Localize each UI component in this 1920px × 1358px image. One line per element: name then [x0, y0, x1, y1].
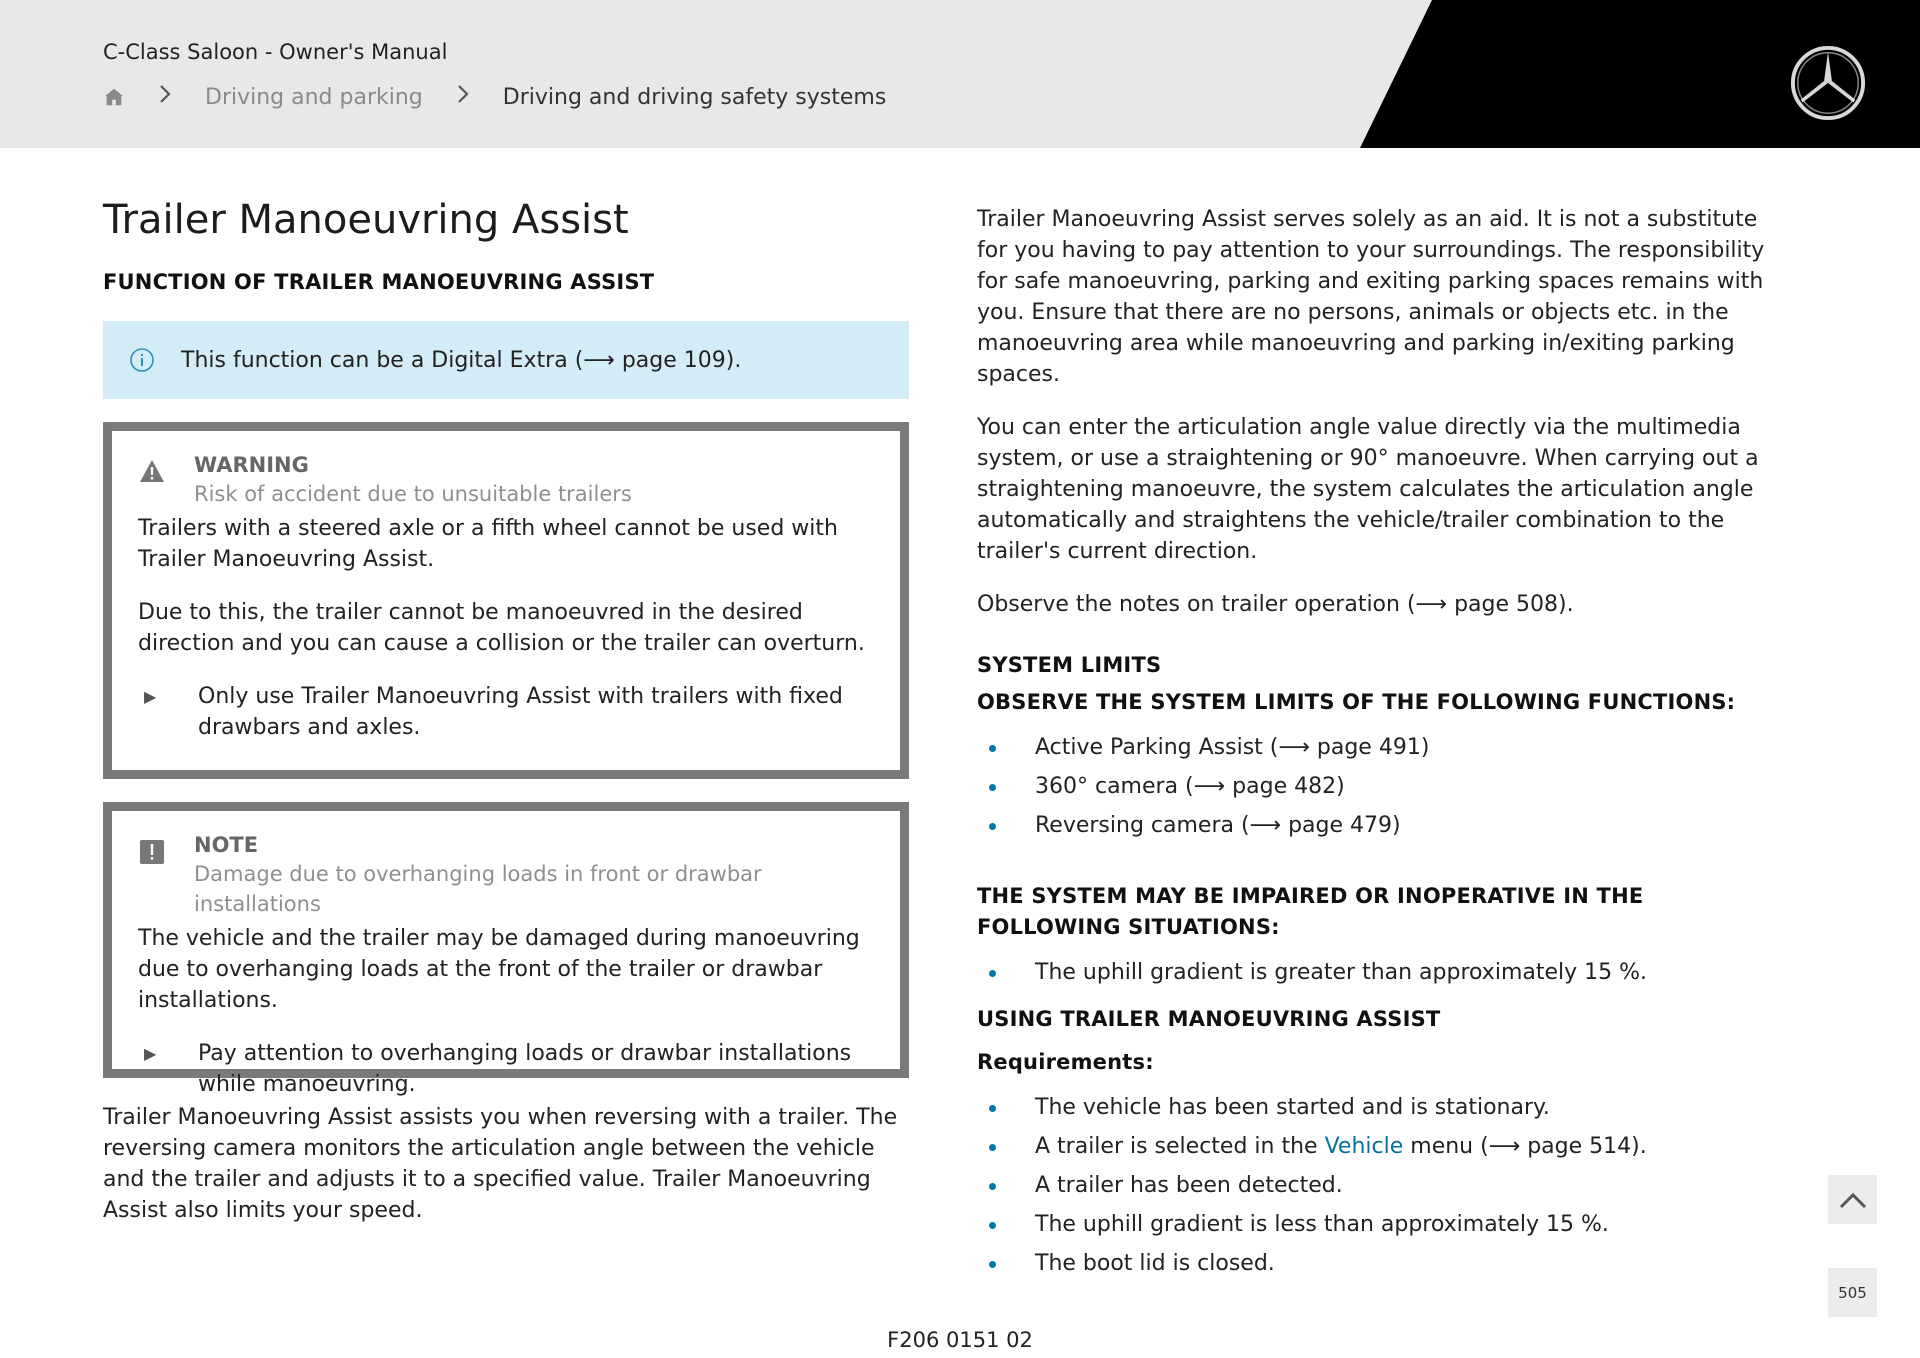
breadcrumb-driving-and-parking[interactable]: Driving and parking	[205, 84, 423, 110]
list-item: The uphill gradient is greater than approximately 15 %.	[977, 953, 1787, 992]
home-icon[interactable]	[103, 86, 125, 108]
impaired-list	[977, 953, 1787, 992]
list-item: The uphill gradient is less than approximately 15 %.	[977, 1205, 1787, 1244]
manual-title: C-Class Saloon - Owner's Manual	[103, 40, 448, 64]
body-paragraph: Trailer Manoeuvring Assist serves solely as an aid. It is not a substitute for you having to pay attention to your surroundings. The responsibility for safe manoeuvring, parking and exiting parking spaces remains with you. Ensure that there are no persons, animals or objects etc. in the manoeuvring area while manoeuvring and parking in/exiting parking spaces.	[977, 207, 1765, 387]
list-item[interactable]: 360° camera (⟶ page 482)	[977, 767, 1787, 806]
note-title: NOTE	[194, 833, 259, 857]
breadcrumb	[103, 82, 886, 112]
chevron-right-icon	[147, 84, 183, 110]
note-box	[103, 802, 909, 1097]
observe-heading: OBSERVE THE SYSTEM LIMITS OF THE FOLLOWING FUNCTIONS:	[977, 690, 1736, 714]
note-step-text: Pay attention to overhanging loads or drawbar installations while manoeuvring.	[198, 1041, 852, 1097]
document-code: F206 0151 02	[887, 1328, 1033, 1352]
note-header	[138, 831, 876, 919]
list-item	[977, 1127, 1787, 1166]
note-paragraph: The vehicle and the trailer may be damaged during manoeuvring due to overhanging loads at the front of the trailer or drawbar installations.	[138, 926, 860, 1013]
list-item[interactable]: Reversing camera (⟶ page 479)	[977, 806, 1787, 845]
left-column	[103, 196, 909, 1226]
page-title: Trailer Manoeuvring Assist	[103, 197, 629, 243]
body-paragraph: You can enter the articulation angle value directly via the multimedia system, or use a straightening or 90° manoeuvre. When carrying out a straightening manoeuvre, the system calculates the articulation angle automatically and straightens the vehicle/trailer combination to the trailer's current direction.	[977, 415, 1759, 564]
vehicle-menu-link[interactable]: Vehicle	[1324, 1134, 1404, 1159]
list-item-text[interactable]: menu (⟶ page 514).	[1403, 1134, 1647, 1159]
section-heading-function: FUNCTION OF TRAILER MANOEUVRING ASSIST	[103, 270, 655, 294]
chevron-up-icon	[1838, 1190, 1868, 1210]
warning-step	[138, 681, 876, 743]
list-item: The boot lid is closed.	[977, 1244, 1787, 1283]
list-item: The vehicle has been started and is stationary.	[977, 1088, 1787, 1127]
brand-star-logo-icon	[1789, 44, 1867, 122]
scroll-to-top-button[interactable]	[1828, 1175, 1877, 1224]
exclamation-square-icon	[138, 837, 166, 865]
warning-title: WARNING	[194, 453, 309, 477]
list-item-text: A trailer is selected in the	[1035, 1134, 1325, 1159]
impaired-heading: THE SYSTEM MAY BE IMPAIRED OR INOPERATIVE IN THE FOLLOWING SITUATIONS:	[977, 884, 1644, 939]
right-column	[977, 204, 1787, 1283]
note-subtitle: Damage due to overhanging loads in front or drawbar installations	[194, 862, 762, 916]
requirements-heading: Requirements:	[977, 1050, 1154, 1074]
body-paragraph: Trailer Manoeuvring Assist assists you when reversing with a trailer. The reversing camera monitors the articulation angle between the vehicle and the trailer and adjusts it to a specified value. Trailer Manoeuvring Assist also limits your speed.	[103, 1105, 898, 1223]
warning-paragraph: Due to this, the trailer cannot be manoeuvred in the desired direction and you can cause a collision or the trailer can overturn.	[138, 600, 865, 656]
play-arrow-icon: ▶	[144, 1044, 157, 1063]
breadcrumb-current: Driving and driving safety systems	[502, 84, 887, 110]
warning-header	[138, 451, 876, 509]
page-header	[0, 0, 1920, 148]
system-limits-heading: SYSTEM LIMITS	[977, 653, 1162, 677]
note-step	[138, 1038, 876, 1100]
play-arrow-icon: ▶	[144, 687, 157, 706]
info-box	[103, 321, 909, 399]
warning-step-text: Only use Trailer Manoeuvring Assist with trailers with fixed drawbars and axles.	[198, 684, 843, 740]
warning-subtitle: Risk of accident due to unsuitable trailers	[194, 482, 632, 506]
list-item[interactable]: Active Parking Assist (⟶ page 491)	[977, 728, 1787, 767]
warning-paragraph: Trailers with a steered axle or a fifth wheel cannot be used with Trailer Manoeuvring Assist.	[138, 516, 838, 572]
info-icon	[129, 347, 155, 373]
body-paragraph[interactable]: Observe the notes on trailer operation (⟶ page 508).	[977, 592, 1574, 617]
page-number-badge[interactable]: 505	[1828, 1268, 1877, 1317]
chevron-right-icon	[445, 84, 481, 110]
list-item: A trailer has been detected.	[977, 1166, 1787, 1205]
using-heading: USING TRAILER MANOEUVRING ASSIST	[977, 1007, 1441, 1031]
warning-box	[103, 422, 909, 779]
requirements-list	[977, 1088, 1787, 1283]
limits-list	[977, 728, 1787, 845]
warning-triangle-icon	[138, 457, 166, 485]
info-text[interactable]: This function can be a Digital Extra (⟶ page 109).	[181, 347, 742, 373]
